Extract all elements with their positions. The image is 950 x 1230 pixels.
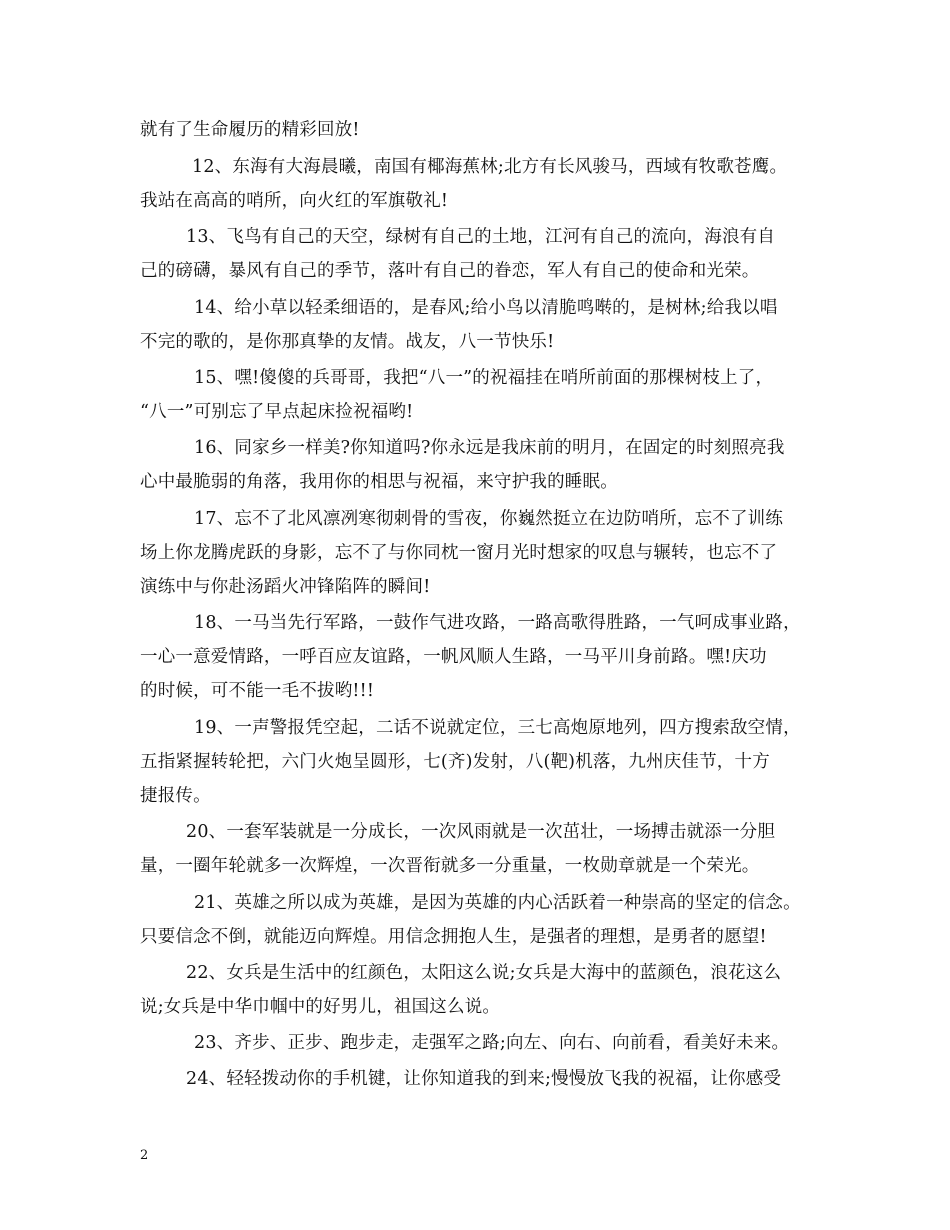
paragraph-21-line-1: 21、英雄之所以成为英雄，是因为英雄的内心活跃着一种崇高的坚定的信念。: [194, 893, 801, 913]
text-line: 己的磅礴，暴风有自己的季节，落叶有自己的眷恋，军人有自己的使命和光荣。: [140, 261, 760, 281]
text-line: 捷报传。: [140, 786, 211, 806]
text-line: “八一”可别忘了早点起床捡祝福哟!: [140, 402, 414, 422]
paragraph-12-line-1: 12、东海有大海晨曦，南国有椰海蕉林;北方有长风骏马，西域有牧歌苍鹰。: [192, 157, 788, 177]
text-line: 演练中与你赴汤蹈火冲锋陷阵的瞬间!: [140, 577, 431, 597]
paragraph-13-line-1: 13、飞鸟有自己的天空，绿树有自己的土地，江河有自己的流向，海浪有自: [186, 227, 776, 247]
text-line: 只要信念不倒，就能迈向辉煌。用信念拥抱人生，是强者的理想，是勇者的愿望!: [140, 927, 767, 947]
paragraph-23-line-1: 23、齐步、正步、跑步走，走强军之路;向左、向右、向前看，看美好未来。: [194, 1033, 790, 1053]
text-line: 就有了生命履历的精彩回放!: [140, 120, 360, 140]
text-line: 心中最脆弱的角落，我用你的相思与祝福，来守护我的睡眠。: [140, 472, 618, 492]
paragraph-24-line-1: 24、轻轻拨动你的手机键，让你知道我的到来;慢慢放飞我的祝福，让你感受: [186, 1069, 782, 1089]
text-line: 量，一圈年轮就多一次辉煌，一次晋衔就多一分重量，一枚勋章就是一个荣光。: [140, 856, 760, 876]
paragraph-22-line-1: 22、女兵是生活中的红颜色，太阳这么说;女兵是大海中的蓝颜色，浪花这么: [186, 963, 782, 983]
page-number: 2: [140, 1148, 149, 1163]
paragraph-17-line-1: 17、忘不了北风凛冽寒彻刺骨的雪夜，你巍然挺立在边防哨所，忘不了训练: [194, 509, 784, 529]
paragraph-19-line-1: 19、一声警报凭空起，二话不说就定位，三七高炮原地列，四方搜索敌空情，: [194, 718, 801, 738]
text-line: 我站在高高的哨所，向火红的军旗敬礼!: [140, 191, 449, 211]
paragraph-15-line-1: 15、嘿!傻傻的兵哥哥，我把“八一”的祝福挂在哨所前面的那棵树枝上了，: [194, 368, 774, 388]
paragraph-16-line-1: 16、同家乡一样美?你知道吗?你永远是我床前的明月，在固定的时刻照亮我: [194, 438, 785, 458]
text-line: 场上你龙腾虎跃的身影，忘不了与你同枕一窗月光时想家的叹息与辗转，也忘不了: [140, 543, 778, 563]
paragraph-14-line-1: 14、给小草以轻柔细语的，是春风;给小鸟以清脆鸣啭的，是树林;给我以唱: [194, 298, 778, 318]
text-line: 不完的歌的，是你那真挚的友情。战友，八一节快乐!: [140, 332, 555, 352]
paragraph-18-line-1: 18、一马当先行军路，一鼓作气进攻路，一路高歌得胜路，一气呵成事业路，: [194, 613, 801, 633]
text-line: 一心一意爱情路，一呼百应友谊路，一帆风顺人生路，一马平川身前路。嘿!庆功: [140, 647, 767, 667]
text-line: 的时候，可不能一毛不拔哟!!!: [140, 681, 375, 701]
text-line: 说;女兵是中华巾帼中的好男儿，祖国这么说。: [140, 997, 501, 1017]
text-line: 五指紧握转轮把，六门火炮呈圆形，七(齐)发射，八(靶)机落，九州庆佳节，十方: [140, 752, 770, 772]
paragraph-20-line-1: 20、一套军装就是一分成长，一次风雨就是一次茁壮，一场搏击就添一分胆: [186, 822, 776, 842]
